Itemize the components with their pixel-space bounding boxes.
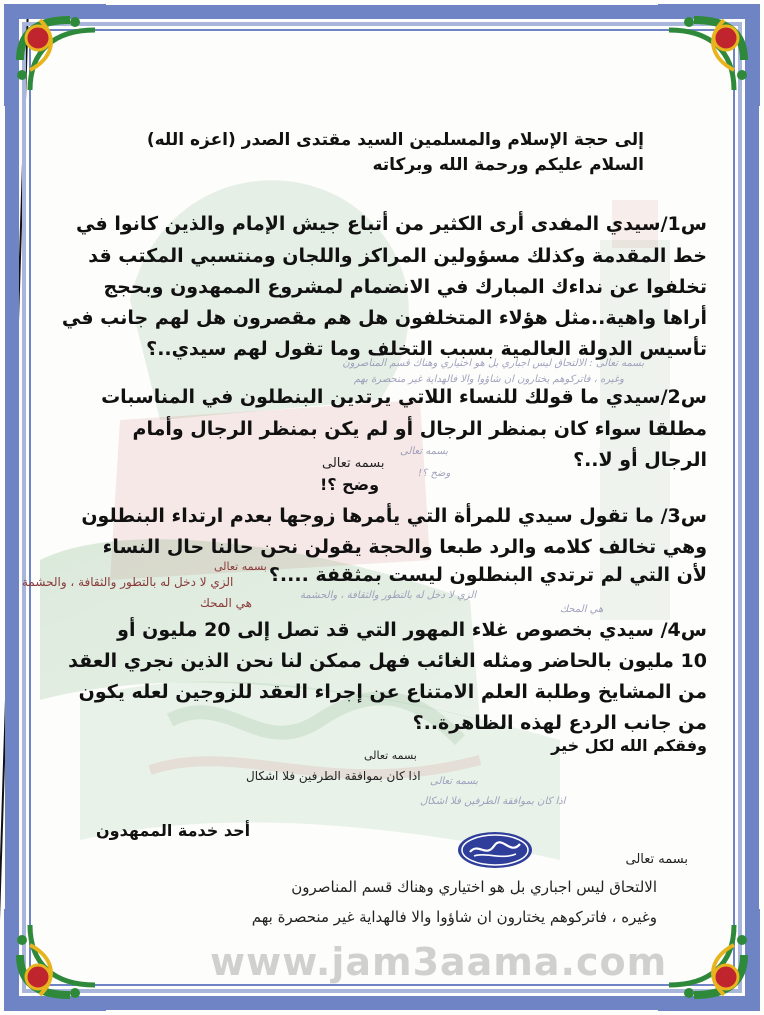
- q3-line-1: س3/ ما تقول سيدي للمرأة التي يأمرها زوجها بعدم ارتداء البنطلون: [81, 505, 707, 527]
- q3-answer-heading: بسمه تعالى: [214, 560, 267, 573]
- q1-line-3: تخلفوا عن نداءك المبارك في الانضمام لمشروع الممهدون وبحجج: [103, 276, 707, 298]
- q4-line-2: 10 مليون بالحاضر ومثله الغائب فهل ممكن لنا نحن الذين نجري العقد: [68, 650, 707, 672]
- q2-answer: وضح ؟!: [320, 475, 380, 494]
- q1-line-1: س1/سيدي المفدى أرى الكثير من أتباع جيش الإمام والذين كانوا في: [76, 213, 707, 235]
- q4-handwritten-note-1: بسمه تعالى: [430, 776, 479, 787]
- header-addressee: إلى حجة الإسلام والمسلمين السيد مقتدى الصدر (اعزه الله): [146, 130, 644, 150]
- q2-handwritten-note-2: وضح ؟!: [418, 468, 451, 479]
- q2-answer-heading: بسمه تعالى: [322, 456, 385, 471]
- final-answer-line-1: الالتحاق ليس اجباري بل هو اختياري وهناك قسم المناصرون: [291, 878, 657, 896]
- q3-handwritten-note-2: هي المحك: [560, 604, 604, 615]
- q2-handwritten-note-1: بسمه تعالى: [400, 446, 449, 457]
- q3-answer-line-1: الزي لا دخل له بالتطور والثقافة ، والحشمة: [22, 575, 234, 589]
- q4-answer: اذا كان بموافقة الطرفين فلا اشكال: [246, 769, 421, 783]
- corner-ornament-top-left: [0, 0, 110, 110]
- watermark-url: www.jam3aama.com: [210, 940, 668, 984]
- q1-handwritten-note-1: بسمه تعالى : الالتحاق ليس اجباري بل هو اختياري وهناك قسم المناصرون: [342, 358, 644, 369]
- q4-closing: وفقكم الله لكل خير: [551, 736, 707, 755]
- q4-answer-heading: بسمه تعالى: [364, 749, 417, 762]
- final-answer-line-2: وغيره ، فاتركوهم يختارون ان شاؤوا والا فالهداية غير منحصرة بهم: [251, 908, 657, 926]
- q2-line-1: س2/سيدي ما قولك للنساء اللاتي يرتدين البنطلون في المناسبات: [101, 386, 707, 408]
- q3-line-2: وهي تخالف كلامه والرد طبعا والحجة يقولن نحن حالنا حال النساء: [102, 536, 707, 558]
- q3-line-3: لأن التي لم ترتدي البنطلون ليست بمثقفة ....؟: [268, 564, 707, 586]
- header-greeting: السلام عليكم ورحمة الله وبركاته: [372, 155, 644, 175]
- official-seal-stamp: [456, 830, 534, 870]
- q4-handwritten-note-2: اذا كان بموافقة الطرفين فلا اشكال: [420, 796, 566, 807]
- q4-line-4: من جانب الردع لهذه الظاهرة..؟: [412, 712, 707, 734]
- q3-answer-line-2: هي المحك: [200, 596, 252, 610]
- q1-line-5: تأسيس الدولة العالمية بسبب التخلف وما تقول لهم سيدي..؟: [146, 338, 707, 360]
- q2-line-2: مطلقا سواء كان بمنظر الرجال أو لم يكن بمنظر الرجال وأمام: [132, 418, 707, 440]
- q4-line-3: من المشايخ وطلبة العلم الامتناع عن إجراء العقد للزوجين لعله يكون: [78, 681, 707, 703]
- q1-handwritten-note-2: وغيره ، فاتركوهم يختارون ان شاؤوا والا فالهداية غير منحصرة بهم: [353, 374, 624, 385]
- corner-ornament-bottom-left: [0, 905, 110, 1015]
- corner-ornament-bottom-right: [654, 905, 764, 1015]
- corner-ornament-top-right: [654, 0, 764, 110]
- q2-line-3: الرجال أو لا..؟: [573, 449, 707, 471]
- q1-line-4: أراها واهية..مثل هؤلاء المتخلفون هل هم مقصرون هل لهم جانب في: [61, 307, 707, 329]
- q4-line-1: س4/ سيدي بخصوص غلاء المهور التي قد تصل إلى 20 مليون أو: [117, 619, 707, 641]
- q3-handwritten-note-1: الزي لا دخل له بالتطور والثقافة ، والحشمة: [300, 590, 477, 601]
- signature: أحد خدمة الممهدون: [96, 821, 251, 840]
- q1-line-2: خط المقدمة وكذلك مسؤولين المراكز واللجان ومنتسبي المكتب قد: [88, 245, 707, 267]
- final-answer-heading: بسمه تعالى: [625, 852, 688, 867]
